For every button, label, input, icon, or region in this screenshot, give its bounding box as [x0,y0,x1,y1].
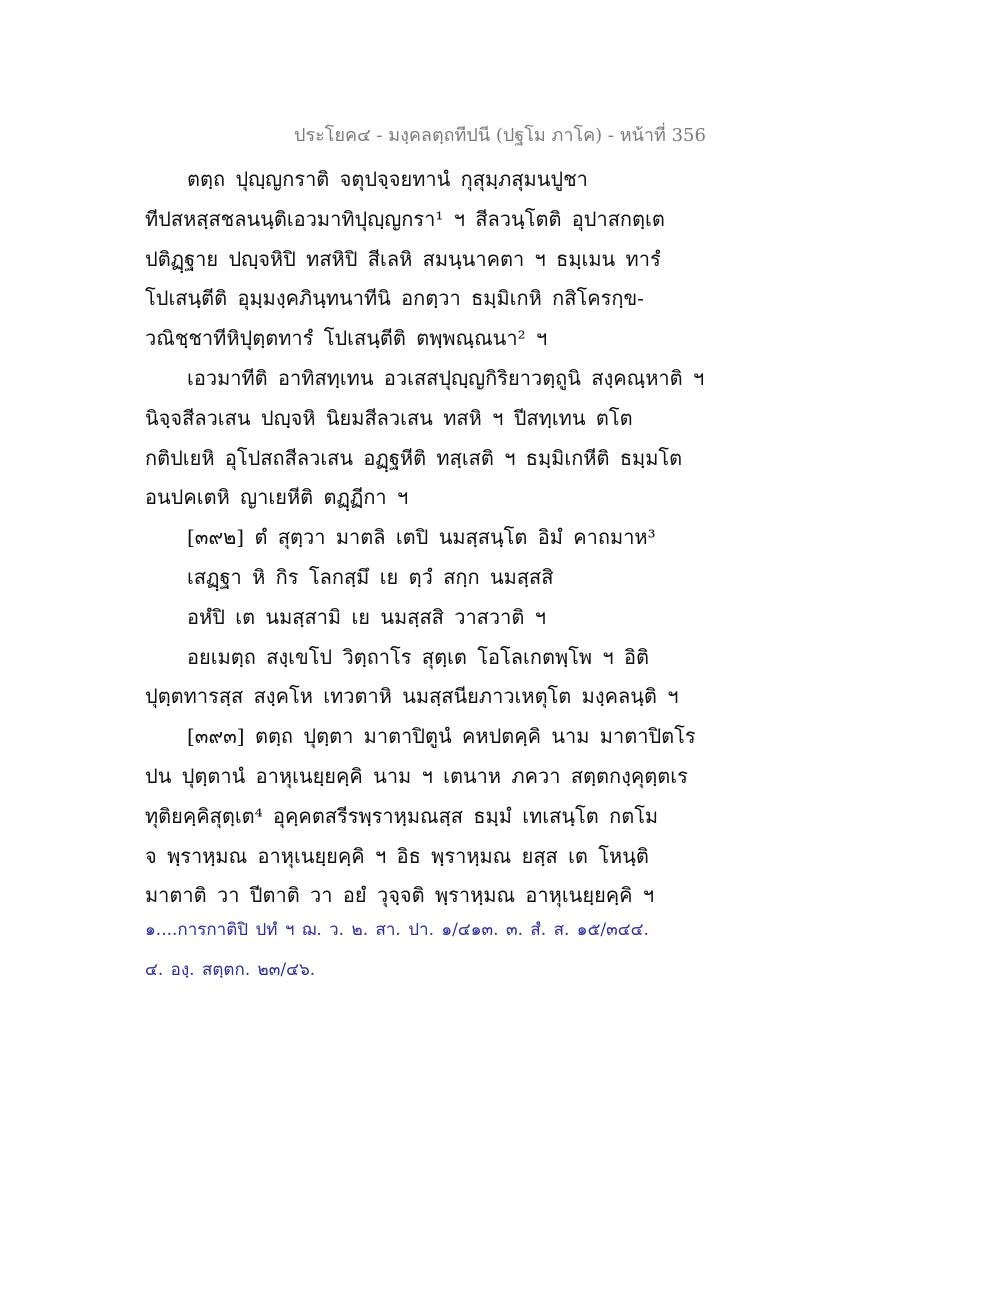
text-line: ทุติยคฺคิสุตฺเต⁴ อุคฺคตสรีรพฺราหฺมณสฺส ธมฺมํ เทเสนฺโต กตโม [145,803,659,828]
text-line: [๓๙๓] ตตฺถ ปุตฺตา มาตาปิตูนํ คหปตคฺคิ นาม มาตาปิตโร [187,724,696,749]
text-line: ปติฏฺฐาย ปญฺจหิปิ ทสหิปิ สีเลหิ สมนฺนาคตา ฯ ธมฺเมน ทารํ [145,246,661,271]
text-line: มาตาติ วา ปีตาติ วา อยํ วุจฺจติ พฺราหฺมณ อาหุเนยฺยคฺคิ ฯ [145,883,655,908]
text-line: ตตฺถ ปุญฺญกราติ จตุปจฺจยทานํ กุสุมฺภสุมนปูชา [187,167,588,191]
text-line: เสฏฺฐา หิ กิร โลกสฺมึ เย ตฺวํ สกฺก นมสฺสสิ [187,564,554,589]
text-line: ปุตฺตทารสฺส สงฺคโห เทวตาหิ นมสฺสนียภาวเหตุโต มงฺคลนฺติ ฯ [145,684,679,709]
text-line: อยเมตฺถ สงฺเขโป วิตฺถาโร สุตฺเต โอโลเกตพฺโพ ฯ อิติ [187,644,649,669]
page-header: ประโยค๔ - มงฺคลตฺถทีปนี (ปฐโม ภาโค) - หน้าที่ 356 [294,125,706,146]
footnote-line: ๔. องฺ. สตฺตก. ๒๓/๔๖. [145,960,316,980]
text-line: อนปคเตหิ ญาเยหีติ ตฏฺฏีกา ฯ [145,485,409,510]
text-line: [๓๙๒] ตํ สุตฺวา มาตลิ เตปิ นมสฺสนฺโต อิมํ คาถมาห³ [187,525,656,550]
text-line: อหํปิ เต นมสฺสามิ เย นมสฺสสิ วาสวาติ ฯ [187,604,546,629]
text-line: ทีปสหสฺสชลนนฺติเอวมาทิปุญฺญกรา¹ ฯ สีลวนฺโตติ อุปาสกตฺเต [145,206,665,231]
footnote-line: ๑....การกาติปิ ปทํ ฯ ฌ. ว. ๒. สา. ปา. ๑/๔๑๓. ๓. สํ. ส. ๑๕/๓๔๔. [145,920,649,940]
body-text [145,160,860,916]
text-line: จ พฺราหฺมณ อาหุเนยฺยคฺคิ ฯ อิธ พฺราหฺมณ ยสฺส เต โหนฺติ [145,843,649,868]
text-line: วณิชฺชาทีหิปุตฺตทารํ โปเสนฺตีติ ตพฺพณฺณนา² ฯ [145,326,548,351]
text-line: นิจฺจสีลวเสน ปญฺจหิ นิยมสีลวเสน ทสหิ ฯ ปีสทฺเทน ตโต [145,405,633,430]
text-line: เอวมาทีติ อาทิสทฺเทน อวเสสปุญฺญกิริยาวตฺถูนิ สงฺคณฺหาติ ฯ [187,365,705,390]
footnotes [145,910,860,990]
text-line: โปเสนฺตีติ อุมฺมงฺคภินฺทนาทีนิ อกตฺวา ธมฺมิเกหิ กสิโครกฺข- [145,286,644,311]
text-line: ปน ปุตฺตานํ อาหุเนยฺยคฺคิ นาม ฯ เตนาห ภควา สตฺตกงฺคุตฺตเร [145,763,688,788]
text-line: กติปเยหิ อุโปสถสีลวเสน อฏฺฐหีติ ทสฺเสติ ฯ ธมฺมิเกหีติ ธมฺมโต [145,445,683,470]
